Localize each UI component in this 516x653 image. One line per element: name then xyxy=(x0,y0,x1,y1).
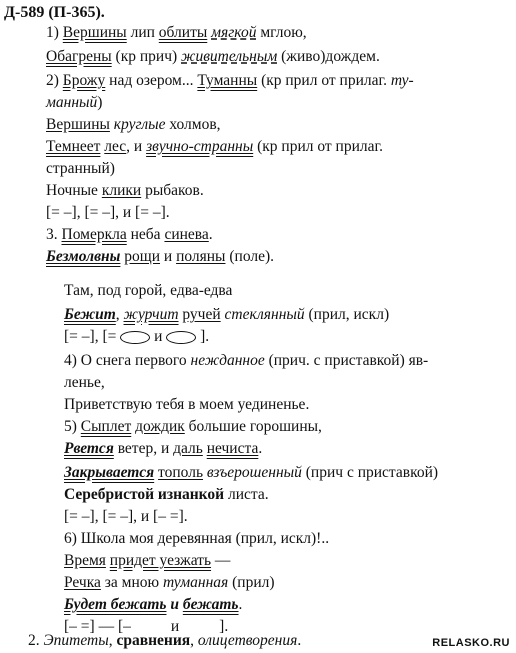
line-9: [= –], [= –], и [= –]. xyxy=(46,204,170,221)
line-11: Безмолвны рощи и поляны (поле). xyxy=(46,248,275,265)
line-10: 3. Померкла неба синева. xyxy=(46,226,213,243)
line-13: Бежит, журчит ручей стеклянный (прил, искл) xyxy=(64,306,390,323)
line-20: Закрывается тополь взъерошенный (прич с приставкой) xyxy=(64,464,439,481)
line-2: Обагрены (кр прич) живительным (живо)дождем. xyxy=(46,48,380,65)
line-17: Приветствую тебя в моем уединенье. xyxy=(64,396,310,413)
watermark-logo: RELASKO.RU xyxy=(432,637,510,649)
line-15: 4) О снега первого нежданное (прич. с приставкой) яв- xyxy=(64,352,429,369)
line-21: Серебристой изнанкой листа. xyxy=(64,486,269,503)
line-5: Вершины круглые холмов, xyxy=(46,116,221,133)
line-18: 5) Сыплет дождик большие горошины, xyxy=(64,418,322,435)
line-23: 6) Школа моя деревянная (прил, искл)!.. xyxy=(64,530,330,547)
line-3: 2) Брожу над озером... Туманны (кр прил от прилаг. ту- xyxy=(46,72,414,89)
line-26: Будет бежать и бежать. xyxy=(64,596,243,613)
line-8: Ночные клики рыбаков. xyxy=(46,182,204,199)
line-16: ленье, xyxy=(64,374,105,391)
line-12: Там, под горой, едва-едва xyxy=(64,282,233,299)
line-27: [– =] — [– и ]. xyxy=(64,618,229,635)
line-6: Темнеет лес, и звучно-странны (кр прил от прилаг. xyxy=(46,138,383,155)
line-28: 2. Эпитеты, сравнения, олицетворения. xyxy=(28,632,302,649)
line-14: [= –], [= и ]. xyxy=(64,328,210,345)
line-1: 1) Вершины лип облиты мягкой мглою, xyxy=(46,24,307,41)
line-25: Речка за мною туманная (прил) xyxy=(64,574,275,591)
line-19: Рвется ветер, и даль нечиста. xyxy=(64,440,263,457)
exercise-header: Д-589 (П-365). xyxy=(4,4,105,21)
ellipse-mark xyxy=(166,331,196,344)
line-7: странный) xyxy=(46,160,115,177)
ellipse-mark xyxy=(120,331,150,344)
line-22: [= –], [= –], и [– =]. xyxy=(64,508,188,525)
line-4: манный) xyxy=(46,94,103,111)
line-24: Время придет уезжать — xyxy=(64,552,231,569)
